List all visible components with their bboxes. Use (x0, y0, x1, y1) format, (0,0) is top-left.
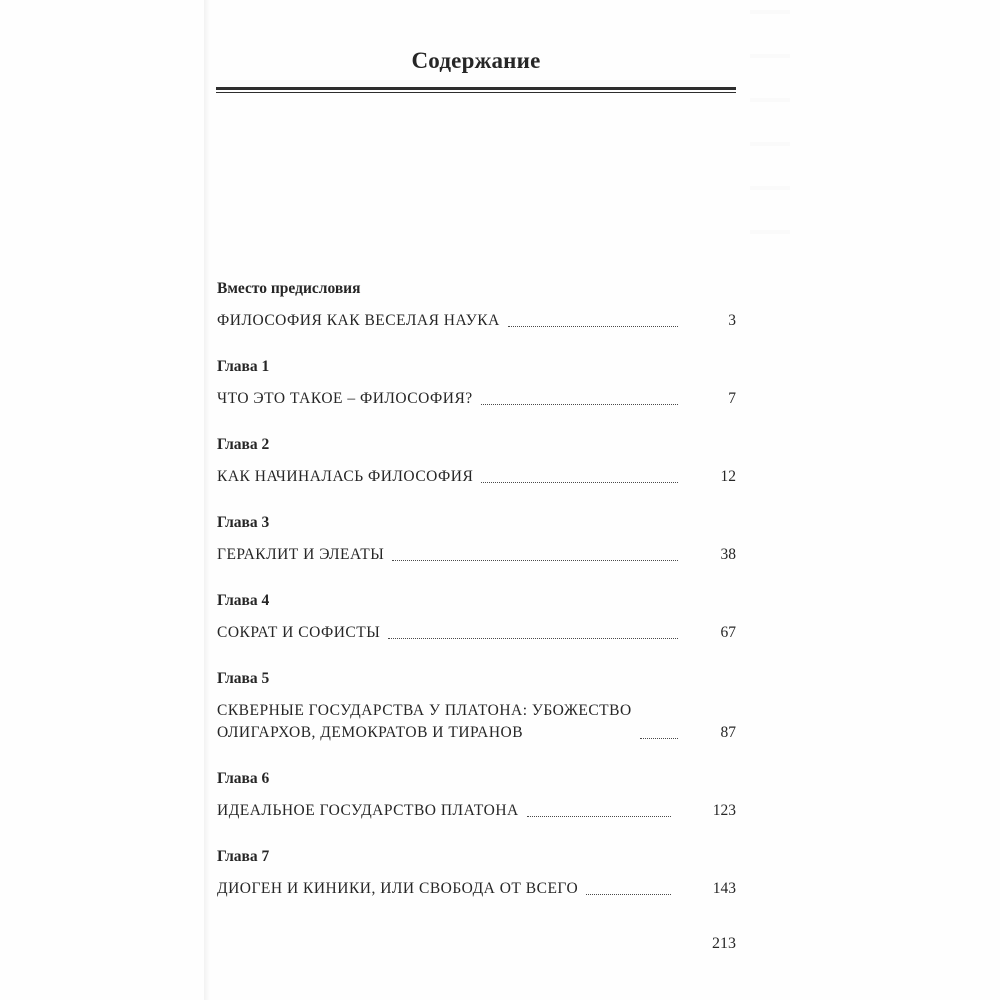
chapter-title: ДИОГЕН И КИНИКИ, ИЛИ СВОБОДА ОТ ВСЕГО (217, 880, 579, 897)
chapter-title: СКВЕРНЫЕ ГОСУДАРСТВА У ПЛАТОНА: УБОЖЕСТВО ОЛИГАРХОВ, ДЕМОКРАТОВ И ТИРАНОВ (217, 702, 632, 741)
toc-chapter-5 (217, 668, 736, 744)
chapter-page-number: 3 (728, 312, 736, 329)
chapter-title: ФИЛОСОФИЯ КАК ВЕСЕЛАЯ НАУКА (217, 312, 500, 329)
title-rule-thin (216, 92, 736, 93)
toc-chapter-4 (217, 590, 736, 644)
toc-entry[interactable] (217, 544, 736, 566)
chapter-title: КАК НАЧИНАЛАСЬ ФИЛОСОФИЯ (217, 468, 474, 485)
chapter-title: СОКРАТ И СОФИСТЫ (217, 624, 381, 641)
toc-entry[interactable] (217, 622, 736, 644)
chapter-heading: Глава 3 (217, 514, 270, 531)
dot-leader (586, 894, 671, 895)
dot-leader (481, 482, 678, 483)
contents-title: Содержание (411, 48, 541, 73)
chapter-page-number: 143 (712, 880, 736, 897)
dot-leader (481, 404, 678, 405)
dot-leader (388, 638, 678, 639)
chapter-heading: Глава 2 (217, 436, 270, 453)
chapter-page-number: 38 (720, 546, 736, 563)
table-of-contents (217, 278, 736, 924)
chapter-page-number: 123 (712, 802, 736, 819)
chapter-title: ИДЕАЛЬНОЕ ГОСУДАРСТВО ПЛАТОНА (217, 802, 519, 819)
toc-chapter-3 (217, 512, 736, 566)
chapter-title: ГЕРАКЛИТ И ЭЛЕАТЫ (217, 546, 385, 563)
toc-chapter-6 (217, 768, 736, 822)
chapter-heading: Глава 4 (217, 592, 270, 609)
chapter-page-number: 67 (720, 624, 736, 641)
toc-entry[interactable] (217, 800, 736, 822)
toc-entry[interactable] (217, 878, 736, 900)
chapter-heading: Глава 6 (217, 770, 270, 787)
dot-leader (508, 326, 678, 327)
dot-leader (527, 816, 671, 817)
chapter-title: ЧТО ЭТО ТАКОЕ – ФИЛОСОФИЯ? (217, 390, 473, 407)
chapter-page-number: 87 (720, 724, 736, 741)
toc-chapter-1 (217, 356, 736, 410)
chapter-heading: Глава 5 (217, 670, 270, 687)
chapter-heading: Глава 7 (217, 848, 270, 865)
toc-entry[interactable] (217, 700, 736, 744)
page-number: 213 (712, 935, 736, 952)
chapter-heading: Вместо предисловия (217, 280, 361, 297)
toc-chapter-preface (217, 278, 736, 332)
chapter-page-number: 12 (720, 468, 736, 485)
page-edge-shadow (204, 0, 210, 1000)
dot-leader (392, 560, 678, 561)
chapter-page-number: 7 (728, 390, 736, 407)
toc-entry[interactable] (217, 310, 736, 332)
toc-chapter-7 (217, 846, 736, 900)
chapter-heading: Глава 1 (217, 358, 270, 375)
toc-entry[interactable] (217, 466, 736, 488)
toc-chapter-2 (217, 434, 736, 488)
bleed-through-shadow (750, 10, 790, 250)
title-rule-thick (216, 87, 736, 90)
dot-leader (640, 738, 678, 739)
toc-entry[interactable] (217, 388, 736, 410)
